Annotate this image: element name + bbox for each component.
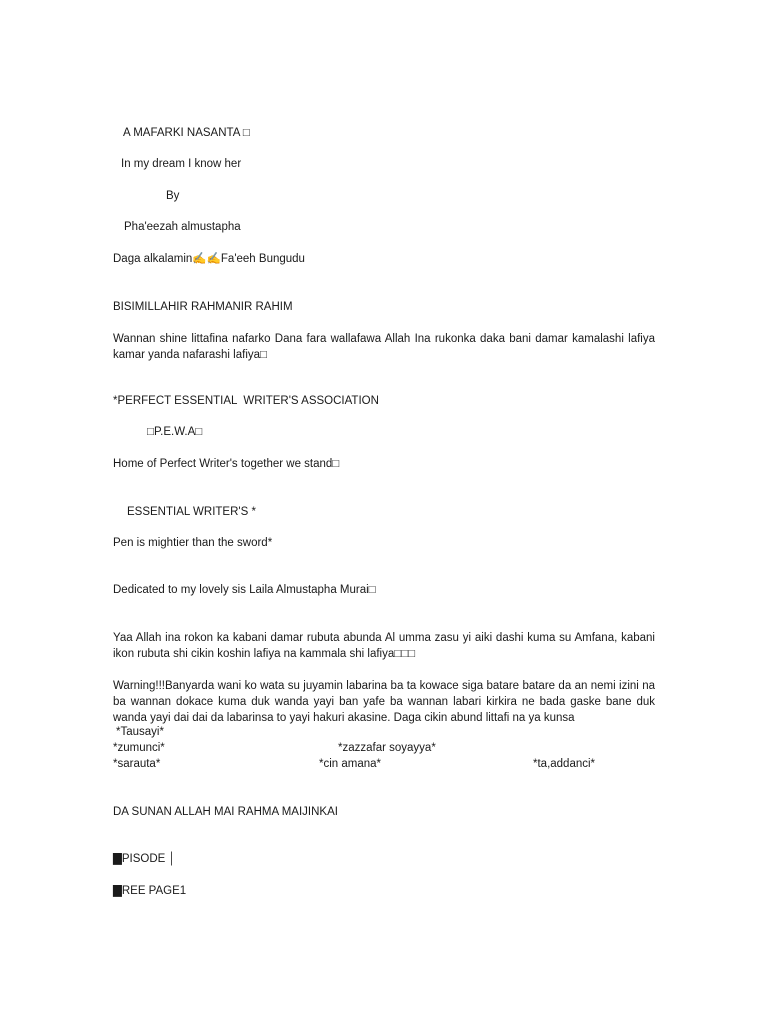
bismillah-heading: BISIMILLAHIR RAHMANIR RAHIM: [113, 301, 293, 313]
essential-writers: ESSENTIAL WRITER'S *: [127, 506, 256, 518]
episode-label: ▇PISODE │: [113, 853, 176, 865]
opening-prayer: Wannan shine littafina nafarko Dana fara wallafawa Allah Ina rukonka daka bani damar kamalashi lafiya kamar yanda nafarashi lafiya□: [113, 333, 655, 361]
pen-motto: Pen is mightier than the sword*: [113, 537, 273, 549]
association-acronym: □P.E.W.A□: [147, 426, 203, 438]
author-prayer: Yaa Allah ina rokon ka kabani damar rubuta abunda Al umma zasu yi aiki dashi kuma su Amfana, kabani ikon rubuta shi cikin koshin lafiya na kammala shi lafiya□□□: [113, 632, 655, 660]
association-name: *PERFECT ESSENTIAL WRITER'S ASSOCIATION: [113, 395, 379, 407]
theme-item: *Tausayi*: [116, 726, 164, 738]
dedication: Dedicated to my lovely sis Laila Almustapha Murai□: [113, 584, 376, 596]
themes-list: [113, 724, 655, 774]
association-motto: Home of Perfect Writer's together we stand□: [113, 458, 340, 470]
free-page-label: ▇REE PAGE1: [113, 885, 187, 897]
warning-paragraph: Warning!!!Banyarda wani ko wata su juyamin labarina ba ta kowace siga batare batare da an nemi izini na ba wannan dokace kuma duk wanda yayi ban yafe ba wannan labari kirkira ne bada gaske bane duk wanda yayi dai dai da labarinsa to yayi hakuri akasine. Daga cikin abund littafi na ya kunsa: [113, 680, 655, 724]
section-heading: DA SUNAN ALLAH MAI RAHMA MAIJINKAI: [113, 806, 338, 818]
book-title: A MAFARKI NASANTA □: [123, 127, 250, 139]
theme-item: *ta,addanci*: [533, 758, 596, 770]
pen-credit: Daga alkalamin✍️✍️Fa'eeh Bungudu: [113, 253, 305, 265]
theme-item: *sarauta*: [113, 758, 161, 770]
theme-item: *zazzafar soyayya*: [338, 742, 436, 754]
author-name: Pha'eezah almustapha: [124, 221, 241, 233]
theme-item: *zumunci*: [113, 742, 165, 754]
book-subtitle: In my dream I know her: [121, 158, 242, 170]
theme-item: *cin amana*: [319, 758, 382, 770]
by-line: By: [166, 190, 180, 202]
